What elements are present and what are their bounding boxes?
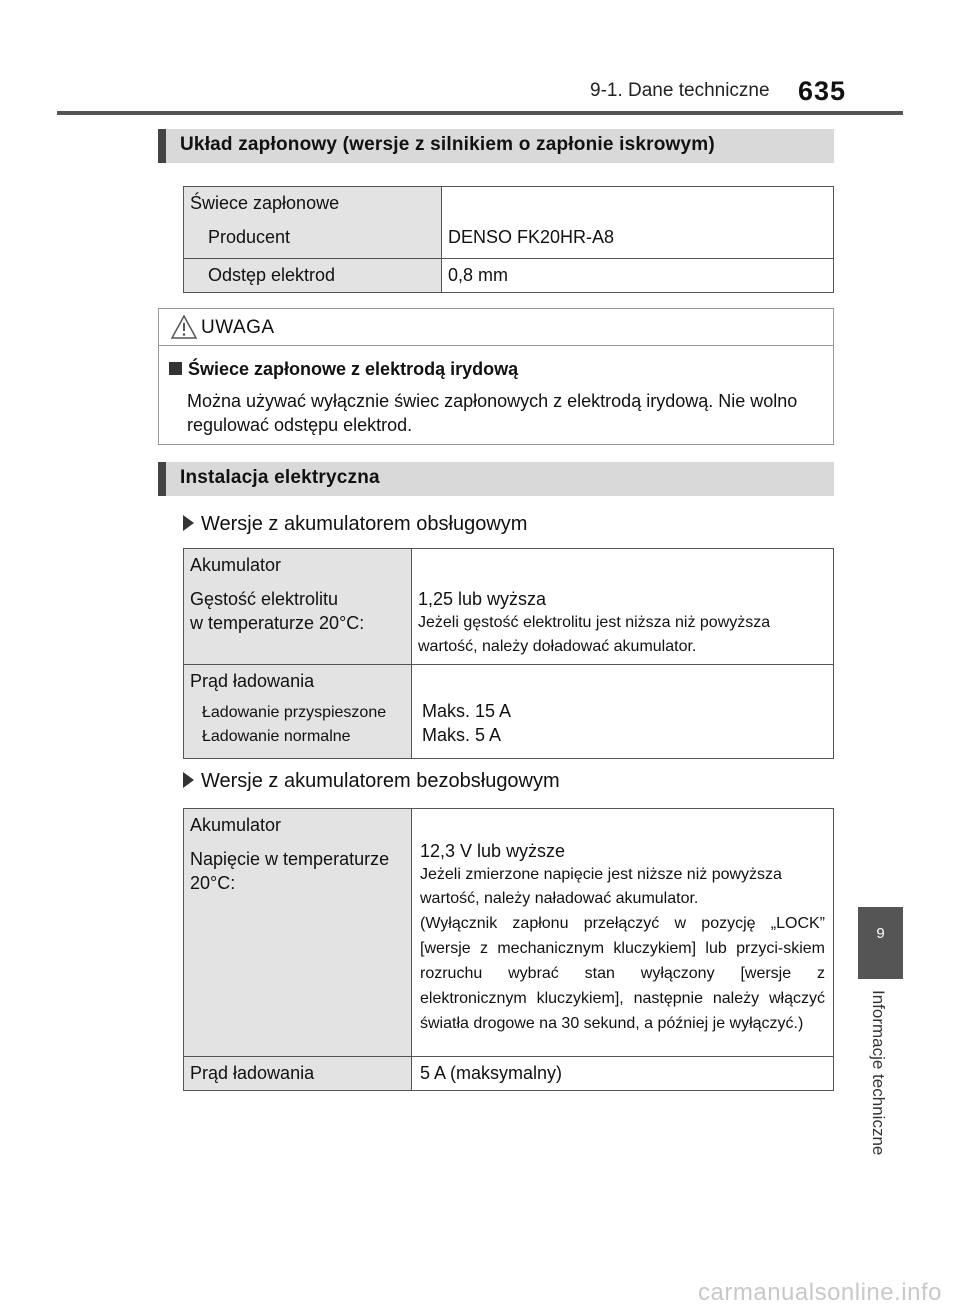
electrode-gap-label: Odstęp elektrod bbox=[208, 265, 336, 285]
v1-charging-label: Prąd ładowania bbox=[190, 671, 315, 691]
v2-voltage-value-cell bbox=[412, 809, 834, 1057]
v2-voltage-value: 12,3 V lub wyższe bbox=[420, 841, 566, 861]
v2-voltage-label-1: Napięcie w temperaturze bbox=[190, 849, 390, 869]
v1-density-note-2: wartość, należy doładować akumulator. bbox=[418, 638, 697, 655]
v1-normal-charge-value: Maks. 5 A bbox=[422, 725, 502, 745]
caution-box bbox=[158, 308, 834, 445]
section-title-electrical: Instalacja elektryczna bbox=[158, 462, 834, 496]
caution-title: UWAGA bbox=[201, 317, 275, 338]
electrode-gap-value: 0,8 mm bbox=[448, 265, 509, 285]
section-title-ignition: Układ zapłonowy (wersje z silnikiem o zapłonie iskrowym) bbox=[158, 129, 834, 163]
v1-density-label-2: w temperaturze 20°C: bbox=[190, 613, 365, 633]
battery-maintenance-free-table bbox=[183, 808, 834, 1091]
v2-charging-label: Prąd ładowania bbox=[190, 1063, 315, 1083]
v1-charging-label-cell bbox=[184, 665, 412, 759]
v1-normal-charge-label: Ładowanie normalne bbox=[202, 728, 351, 745]
v2-charging-label-cell bbox=[184, 1057, 412, 1091]
v1-battery-label-cell bbox=[184, 549, 412, 665]
header-divider bbox=[57, 111, 903, 115]
spark-plug-label-cell bbox=[184, 187, 442, 259]
v2-voltage-label-2: 20°C: bbox=[190, 873, 236, 893]
manufacturer-label: Producent bbox=[208, 227, 291, 247]
v2-battery-label-cell bbox=[184, 809, 412, 1057]
v2-battery-label: Akumulator bbox=[190, 815, 282, 835]
manufacturer-value: DENSO FK20HR-A8 bbox=[448, 227, 615, 247]
square-bullet-icon bbox=[169, 362, 182, 375]
chapter-tab: 9 bbox=[858, 907, 903, 979]
triangle-bullet-icon bbox=[183, 772, 194, 788]
caution-subtitle-text: Świece zapłonowe z elektrodą irydową bbox=[188, 359, 519, 379]
watermark: carmanualsonline.info bbox=[698, 1279, 942, 1306]
caution-header bbox=[159, 309, 833, 346]
gap-value-cell bbox=[442, 259, 834, 293]
v1-fast-charge-label: Ładowanie przyspieszone bbox=[202, 704, 387, 721]
v2-voltage-note-2: wartość, należy naładować akumulator. bbox=[420, 890, 699, 907]
v2-voltage-note-3: (Wyłącznik zapłonu przełączyć w pozycję „LOCK” [wersje z mechanicznym kluczykiem] lub przyci-skiem rozruchu wybrać stan wyłączony [wersje z elektronicznym kluczykiem], następnie należy włączyć światła drogowe na 30 sekund, a później je wyłączyć.) bbox=[420, 915, 825, 1032]
v2-voltage-note-1: Jeżeli zmierzone napięcie jest niższe niż powyższa bbox=[420, 866, 782, 883]
chapter-side-label: Informacje techniczne bbox=[869, 990, 888, 1156]
warning-triangle-icon bbox=[171, 315, 197, 344]
battery-serviceable-table bbox=[183, 548, 834, 759]
header-section-title: 9-1. Dane techniczne bbox=[590, 80, 770, 101]
v1-density-value-cell bbox=[412, 549, 834, 665]
version1-heading bbox=[183, 513, 527, 536]
ignition-spec-table bbox=[183, 186, 834, 293]
version2-heading-text: Wersje z akumulatorem bezobsługowym bbox=[201, 770, 560, 792]
gap-label-cell bbox=[184, 259, 442, 293]
v1-charging-value-cell bbox=[412, 665, 834, 759]
version2-heading bbox=[183, 770, 560, 793]
v1-density-value: 1,25 lub wyższa bbox=[418, 589, 547, 609]
version1-heading-text: Wersje z akumulatorem obsługowym bbox=[201, 513, 528, 535]
v1-density-label-1: Gęstość elektrolitu bbox=[190, 589, 339, 609]
caution-body: Można używać wyłącznie świec zapłonowych z elektrodą irydową. Nie wolno regulować odstępu elektrod. bbox=[187, 391, 798, 435]
v1-battery-label: Akumulator bbox=[190, 555, 282, 575]
v1-density-note-1: Jeżeli gęstość elektrolitu jest niższa niż powyższa bbox=[418, 614, 771, 631]
triangle-bullet-icon bbox=[183, 515, 194, 531]
v2-charging-value-cell bbox=[412, 1057, 834, 1091]
v2-charging-value: 5 A (maksymalny) bbox=[420, 1063, 563, 1083]
page-number: 635 bbox=[798, 76, 847, 106]
caution-subtitle bbox=[169, 359, 518, 380]
manufacturer-value-cell bbox=[442, 187, 834, 259]
spark-plug-group-label: Świece zapłonowe bbox=[190, 193, 340, 213]
v1-fast-charge-value: Maks. 15 A bbox=[422, 701, 512, 721]
